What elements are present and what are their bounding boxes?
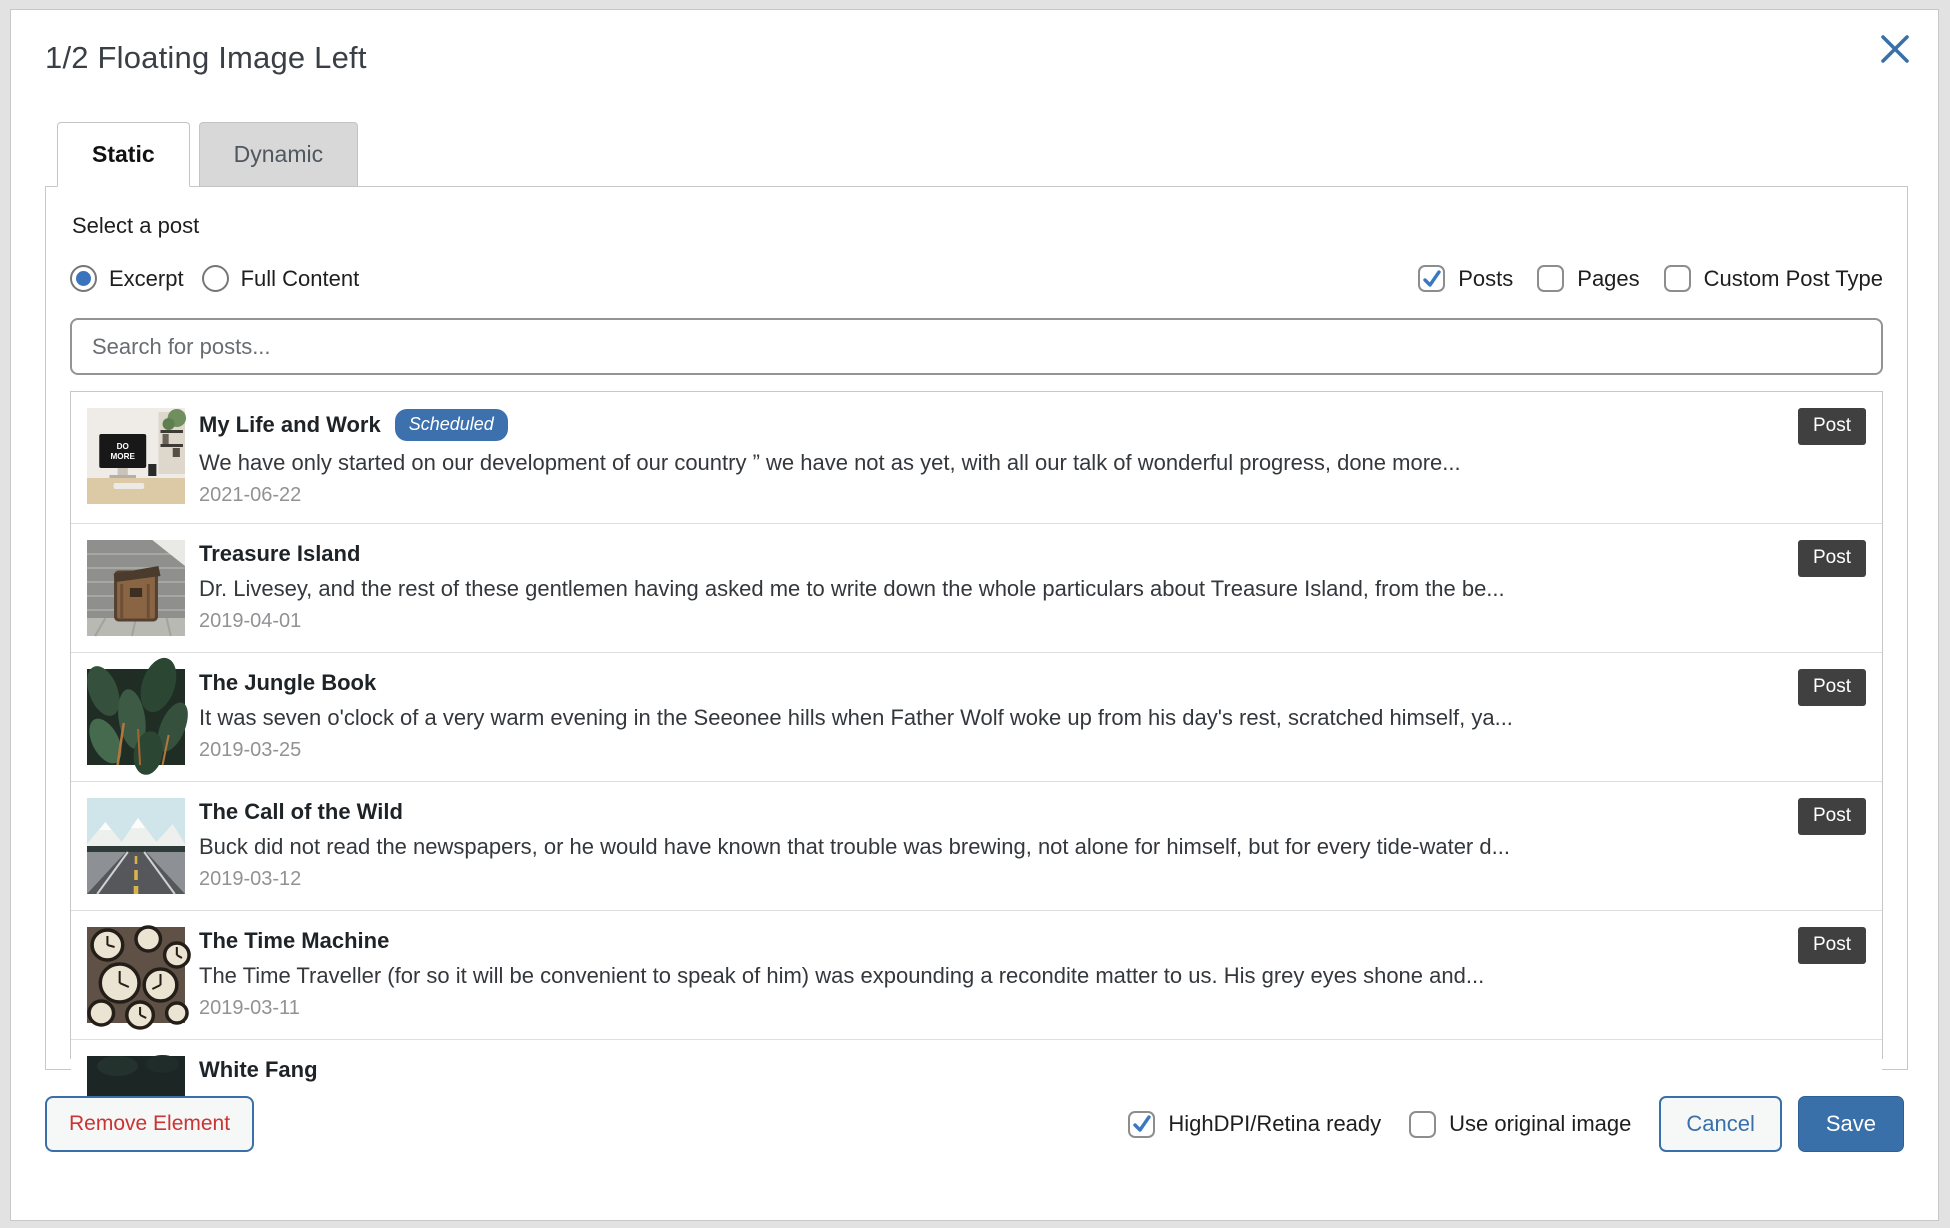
modal-title-text: 1/2 Floating Image Left bbox=[45, 40, 367, 75]
post-type-badge: Post bbox=[1798, 798, 1866, 835]
post-date: 2019-04-01 bbox=[199, 610, 302, 632]
close-button[interactable] bbox=[1878, 32, 1912, 66]
checkbox-checked-icon bbox=[1418, 265, 1445, 292]
post-type-badge: Post bbox=[1798, 540, 1866, 577]
post-date: 2021-06-22 bbox=[199, 484, 302, 506]
post-excerpt: Dr. Livesey, and the rest of these gentlemen having asked me to write down the whole particulars about Treasure Island, from the be... bbox=[199, 576, 1505, 601]
footer-actions bbox=[1128, 1096, 1904, 1152]
post-thumbnail-jungle bbox=[87, 669, 185, 765]
checkbox-highdpi-label: HighDPI/Retina ready bbox=[1168, 1111, 1382, 1136]
post-date: 2019-03-25 bbox=[199, 739, 302, 761]
post-list-item[interactable] bbox=[71, 392, 1882, 524]
post-list-item[interactable] bbox=[71, 524, 1882, 653]
svg-text:DO: DO bbox=[116, 442, 129, 451]
checkbox-pages-label: Pages bbox=[1577, 265, 1640, 291]
post-results-list[interactable] bbox=[70, 391, 1883, 1082]
save-button[interactable]: Save bbox=[1798, 1096, 1904, 1152]
tab-static[interactable]: Static bbox=[57, 122, 190, 187]
radio-full-content[interactable] bbox=[202, 265, 360, 292]
close-icon bbox=[1878, 32, 1912, 66]
post-summary bbox=[199, 408, 1768, 507]
post-title: White Fang bbox=[199, 1057, 318, 1082]
checkbox-custom-post-type[interactable] bbox=[1664, 265, 1883, 292]
checkbox-posts-label: Posts bbox=[1458, 265, 1514, 291]
checkbox-pages[interactable] bbox=[1537, 265, 1639, 292]
scheduled-status-badge: Scheduled bbox=[395, 409, 508, 441]
checkbox-checked-icon bbox=[1128, 1111, 1155, 1138]
post-date: 2019-03-11 bbox=[199, 997, 300, 1019]
tab-dynamic[interactable]: Dynamic bbox=[199, 122, 358, 187]
post-excerpt: It was seven o'clock of a very warm evening in the Seeonee hills when Father Wolf woke up from his day's rest, scratched himself, ya... bbox=[199, 705, 1513, 730]
post-list-item[interactable] bbox=[71, 782, 1882, 911]
post-type-checkbox-group bbox=[1418, 265, 1883, 292]
select-a-post-label: Select a post bbox=[72, 213, 200, 238]
radio-excerpt-label: Excerpt bbox=[109, 265, 184, 291]
post-type-badge: Post bbox=[1798, 408, 1866, 445]
checkbox-posts[interactable] bbox=[1418, 265, 1513, 292]
checkbox-custom-post-type-label: Custom Post Type bbox=[1703, 265, 1883, 291]
post-excerpt: The Time Traveller (for so it will be convenient to speak of him) was expounding a recondite matter to us. His grey eyes shone and... bbox=[199, 963, 1485, 988]
static-tab-panel bbox=[45, 186, 1908, 1082]
radio-excerpt[interactable] bbox=[70, 265, 184, 292]
post-summary bbox=[199, 798, 1768, 894]
post-list-item[interactable] bbox=[71, 653, 1882, 782]
modal-footer bbox=[11, 1070, 1938, 1152]
post-summary bbox=[199, 927, 1768, 1023]
checkbox-unchecked-icon bbox=[1409, 1111, 1436, 1138]
post-title: Treasure Island bbox=[199, 541, 361, 566]
post-thumbnail-wooden-crate bbox=[87, 540, 185, 636]
radio-unselected-icon bbox=[202, 265, 229, 292]
post-title: The Call of the Wild bbox=[199, 799, 403, 824]
search-posts-input[interactable] bbox=[70, 318, 1883, 375]
checkbox-use-original-image[interactable] bbox=[1409, 1111, 1631, 1138]
checkbox-unchecked-icon bbox=[1537, 265, 1564, 292]
post-thumbnail-desk-imac bbox=[87, 408, 185, 504]
tab-bar bbox=[11, 122, 1938, 187]
post-title: The Jungle Book bbox=[199, 670, 377, 695]
checkbox-unchecked-icon bbox=[1664, 265, 1691, 292]
post-select-modal bbox=[10, 9, 1939, 1221]
checkbox-use-original-label: Use original image bbox=[1449, 1111, 1632, 1136]
post-thumbnail-road-mountains bbox=[87, 798, 185, 894]
post-summary bbox=[199, 669, 1768, 765]
svg-text:MORE: MORE bbox=[110, 452, 135, 461]
content-mode-radio-group bbox=[70, 265, 377, 292]
radio-full-content-label: Full Content bbox=[240, 265, 360, 291]
post-list-item[interactable] bbox=[71, 911, 1882, 1040]
post-excerpt: We have only started on our development of our country ” we have not as yet, with all our talk of wonderful progress, done more... bbox=[199, 450, 1461, 475]
post-title: My Life and Work bbox=[199, 412, 381, 437]
radio-selected-icon bbox=[70, 265, 97, 292]
cancel-button[interactable]: Cancel bbox=[1659, 1096, 1781, 1152]
post-thumbnail-clocks bbox=[87, 927, 185, 1023]
post-title: The Time Machine bbox=[199, 928, 390, 953]
post-excerpt: Buck did not read the newspapers, or he would have known that trouble was brewing, not alone for himself, but for every tide-water d... bbox=[199, 834, 1510, 859]
post-date: 2019-03-12 bbox=[199, 868, 302, 890]
post-type-badge: Post bbox=[1798, 669, 1866, 706]
checkbox-highdpi-retina[interactable] bbox=[1128, 1111, 1381, 1138]
post-summary bbox=[199, 540, 1768, 636]
filter-controls-row bbox=[70, 265, 1883, 292]
post-type-badge: Post bbox=[1798, 927, 1866, 964]
modal-title bbox=[11, 40, 1938, 76]
remove-element-button[interactable]: Remove Element bbox=[45, 1096, 254, 1152]
